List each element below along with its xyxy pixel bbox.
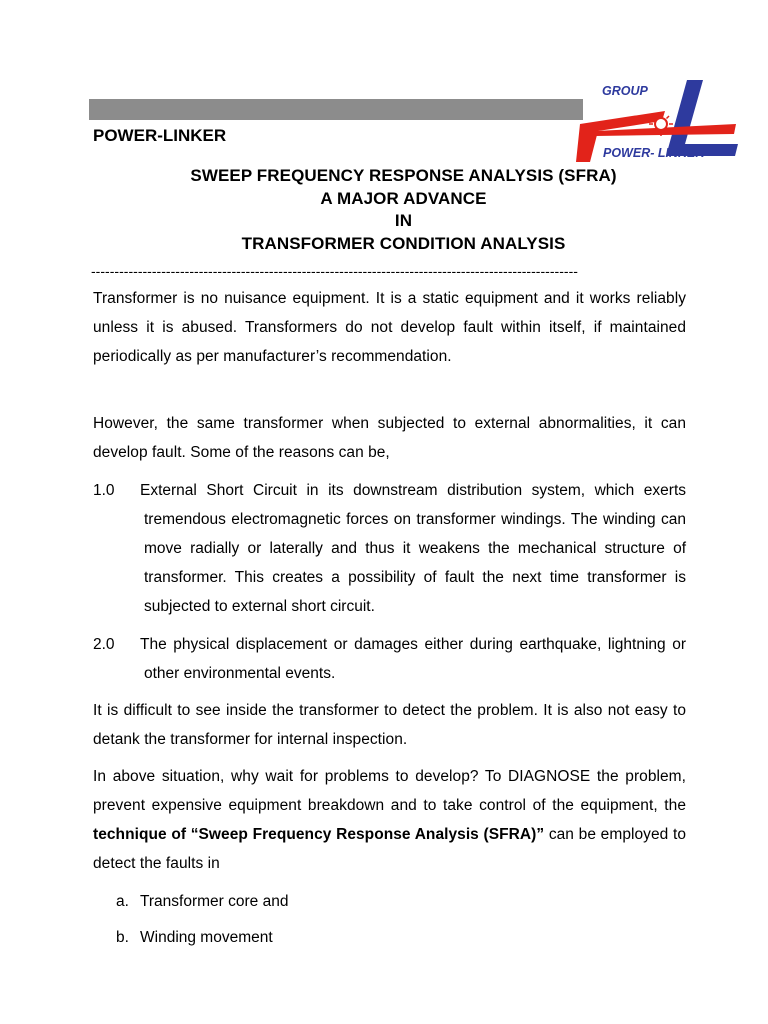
paragraph-3: It is difficult to see inside the transformer to detect the problem. It is also not easy to detank the transformer for internal inspection. — [93, 702, 686, 748]
sub-item-a-text: Transformer core and — [140, 893, 289, 910]
dashed-divider: -------------------------------------------------------------------------------------------------------- — [91, 263, 578, 279]
sub-item-b-label: b. — [116, 929, 129, 946]
list-item-1-number: 1.0 — [93, 482, 115, 499]
header-grey-bar — [89, 99, 583, 120]
paragraph-4-start: In above situation, why wait for problems to develop? To DIAGNOSE the problem, prevent expensive equipment breakdown and to take control of the equipment, the — [93, 768, 686, 814]
logo-group-text: GROUP — [602, 84, 648, 98]
sub-item-a — [116, 887, 288, 916]
title-line-4: TRANSFORMER CONDITION ANALYSIS — [241, 233, 566, 253]
list-item-1 — [93, 476, 686, 621]
paragraph-4-bold: technique of “Sweep Frequency Response Analysis (SFRA)” — [93, 826, 545, 843]
title-line-3: IN — [394, 211, 413, 230]
paragraph-2: However, the same transformer when subjected to external abnormalities, it can develop fault. Some of the reasons can be, — [93, 415, 686, 461]
sub-item-b — [116, 923, 273, 952]
list-item-2-text: The physical displacement or damages either during earthquake, lightning or other environmental events. — [140, 636, 686, 682]
paragraph-1: Transformer is no nuisance equipment. It is a static equipment and it works reliably unless it is abused. Transformers do not develop fault within itself, if maintained periodically as per manufacturer’s recommendation. — [93, 290, 686, 365]
list-item-1-text: External Short Circuit in its downstream distribution system, which exerts tremendous electromagnetic forces on transformer windings. The winding can move radially or laterally and thus it weakens the mechanical structure of transformer. This creates a possibility of fault the next time transformer is subjected to external short circuit. — [140, 482, 686, 615]
sub-item-a-label: a. — [116, 893, 129, 910]
title-line-1: SWEEP FREQUENCY RESPONSE ANALYSIS (SFRA) — [190, 166, 617, 185]
power-linker-logo — [560, 76, 745, 168]
document-title — [90, 165, 717, 255]
list-item-2-number: 2.0 — [93, 636, 115, 653]
paragraph-4-end: can be employed to detect the faults in — [93, 826, 687, 872]
sub-item-b-text: Winding movement — [140, 929, 273, 946]
company-name: POWER-LINKER — [93, 126, 227, 145]
list-item-2 — [93, 630, 686, 688]
paragraph-4 — [93, 762, 686, 878]
logo-name-text: POWER- LINKER — [603, 146, 705, 160]
title-line-2: A MAJOR ADVANCE — [320, 188, 487, 208]
